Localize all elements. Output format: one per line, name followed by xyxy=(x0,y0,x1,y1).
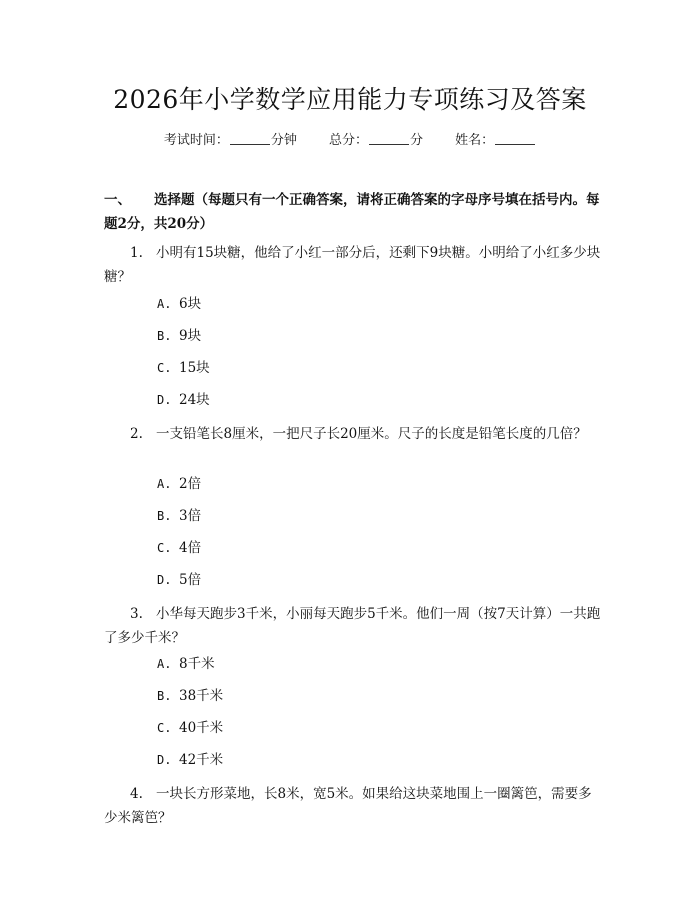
question-4 xyxy=(104,782,604,830)
section-heading-text: 选择题（每题只有一个正确答案，请将正确答案的字母序号填在括号内。每题2分，共20分） xyxy=(104,192,600,232)
page-title: 2026年小学数学应用能力专项练习及答案 xyxy=(113,85,587,114)
option-2-b xyxy=(157,506,201,526)
question-number: 2. xyxy=(130,426,143,442)
option-text: 40千米 xyxy=(179,720,224,736)
option-1-c xyxy=(157,358,210,378)
option-2-a xyxy=(157,474,201,494)
question-text: 一块长方形菜地，长8米，宽5米。如果给这块菜地围上一圈篱笆，需要多少米篱笆？ xyxy=(104,786,592,826)
name-label: 姓名： xyxy=(455,133,495,148)
option-3-a xyxy=(157,654,215,674)
option-1-b xyxy=(157,326,201,346)
option-text: 42千米 xyxy=(179,752,224,768)
option-text: 8千米 xyxy=(179,656,215,672)
option-letter: C. xyxy=(157,541,172,555)
option-text: 3倍 xyxy=(179,508,202,524)
exam-time-unit: 分钟 xyxy=(270,133,297,148)
name-blank xyxy=(495,132,535,145)
option-text: 2倍 xyxy=(179,476,202,492)
question-number: 4. xyxy=(130,786,143,802)
option-text: 4倍 xyxy=(179,540,202,556)
exam-time-blank xyxy=(230,132,270,145)
option-letter: C. xyxy=(157,361,172,375)
section-number: 一、 xyxy=(104,192,131,208)
score-unit: 分 xyxy=(410,133,424,148)
option-letter: D. xyxy=(157,393,172,407)
option-letter: A. xyxy=(157,657,172,671)
exam-time-label: 考试时间： xyxy=(163,133,229,148)
exam-time-field xyxy=(164,133,301,148)
option-text: 6块 xyxy=(179,296,202,312)
option-letter: B. xyxy=(157,329,172,343)
question-1 xyxy=(104,241,604,289)
name-field xyxy=(455,133,536,148)
question-text: 小明有15块糖，他给了小红一部分后，还剩下9块糖。小明给了小红多少块糖？ xyxy=(104,245,601,285)
option-3-d xyxy=(157,750,223,770)
question-number: 1. xyxy=(130,245,143,261)
option-1-a xyxy=(157,294,201,314)
option-letter: D. xyxy=(157,753,172,767)
option-text: 9块 xyxy=(179,328,202,344)
score-label: 总分： xyxy=(328,133,368,148)
question-2 xyxy=(104,422,604,446)
option-letter: C. xyxy=(157,721,172,735)
option-3-b xyxy=(157,686,223,706)
option-2-d xyxy=(157,570,201,590)
question-text: 一支铅笔长8厘米，一把尺子长20厘米。尺子的长度是铅笔长度的几倍？ xyxy=(156,426,587,442)
option-text: 24块 xyxy=(179,392,210,408)
option-letter: D. xyxy=(157,573,172,587)
option-text: 15块 xyxy=(179,360,210,376)
option-text: 38千米 xyxy=(179,688,224,704)
score-blank xyxy=(369,132,409,145)
question-3 xyxy=(104,602,604,650)
option-1-d xyxy=(157,390,210,410)
question-text: 小华每天跑步3千米，小丽每天跑步5千米。他们一周（按7天计算）一共跑了多少千米？ xyxy=(104,606,601,646)
option-3-c xyxy=(157,718,223,738)
option-letter: A. xyxy=(157,297,172,311)
question-number: 3. xyxy=(130,606,143,622)
option-text: 5倍 xyxy=(179,572,202,588)
score-field xyxy=(329,133,427,148)
option-2-c xyxy=(157,538,201,558)
option-letter: B. xyxy=(157,509,172,523)
exam-meta xyxy=(0,131,700,151)
option-letter: A. xyxy=(157,477,172,491)
option-letter: B. xyxy=(157,689,172,703)
section-heading xyxy=(104,188,604,236)
